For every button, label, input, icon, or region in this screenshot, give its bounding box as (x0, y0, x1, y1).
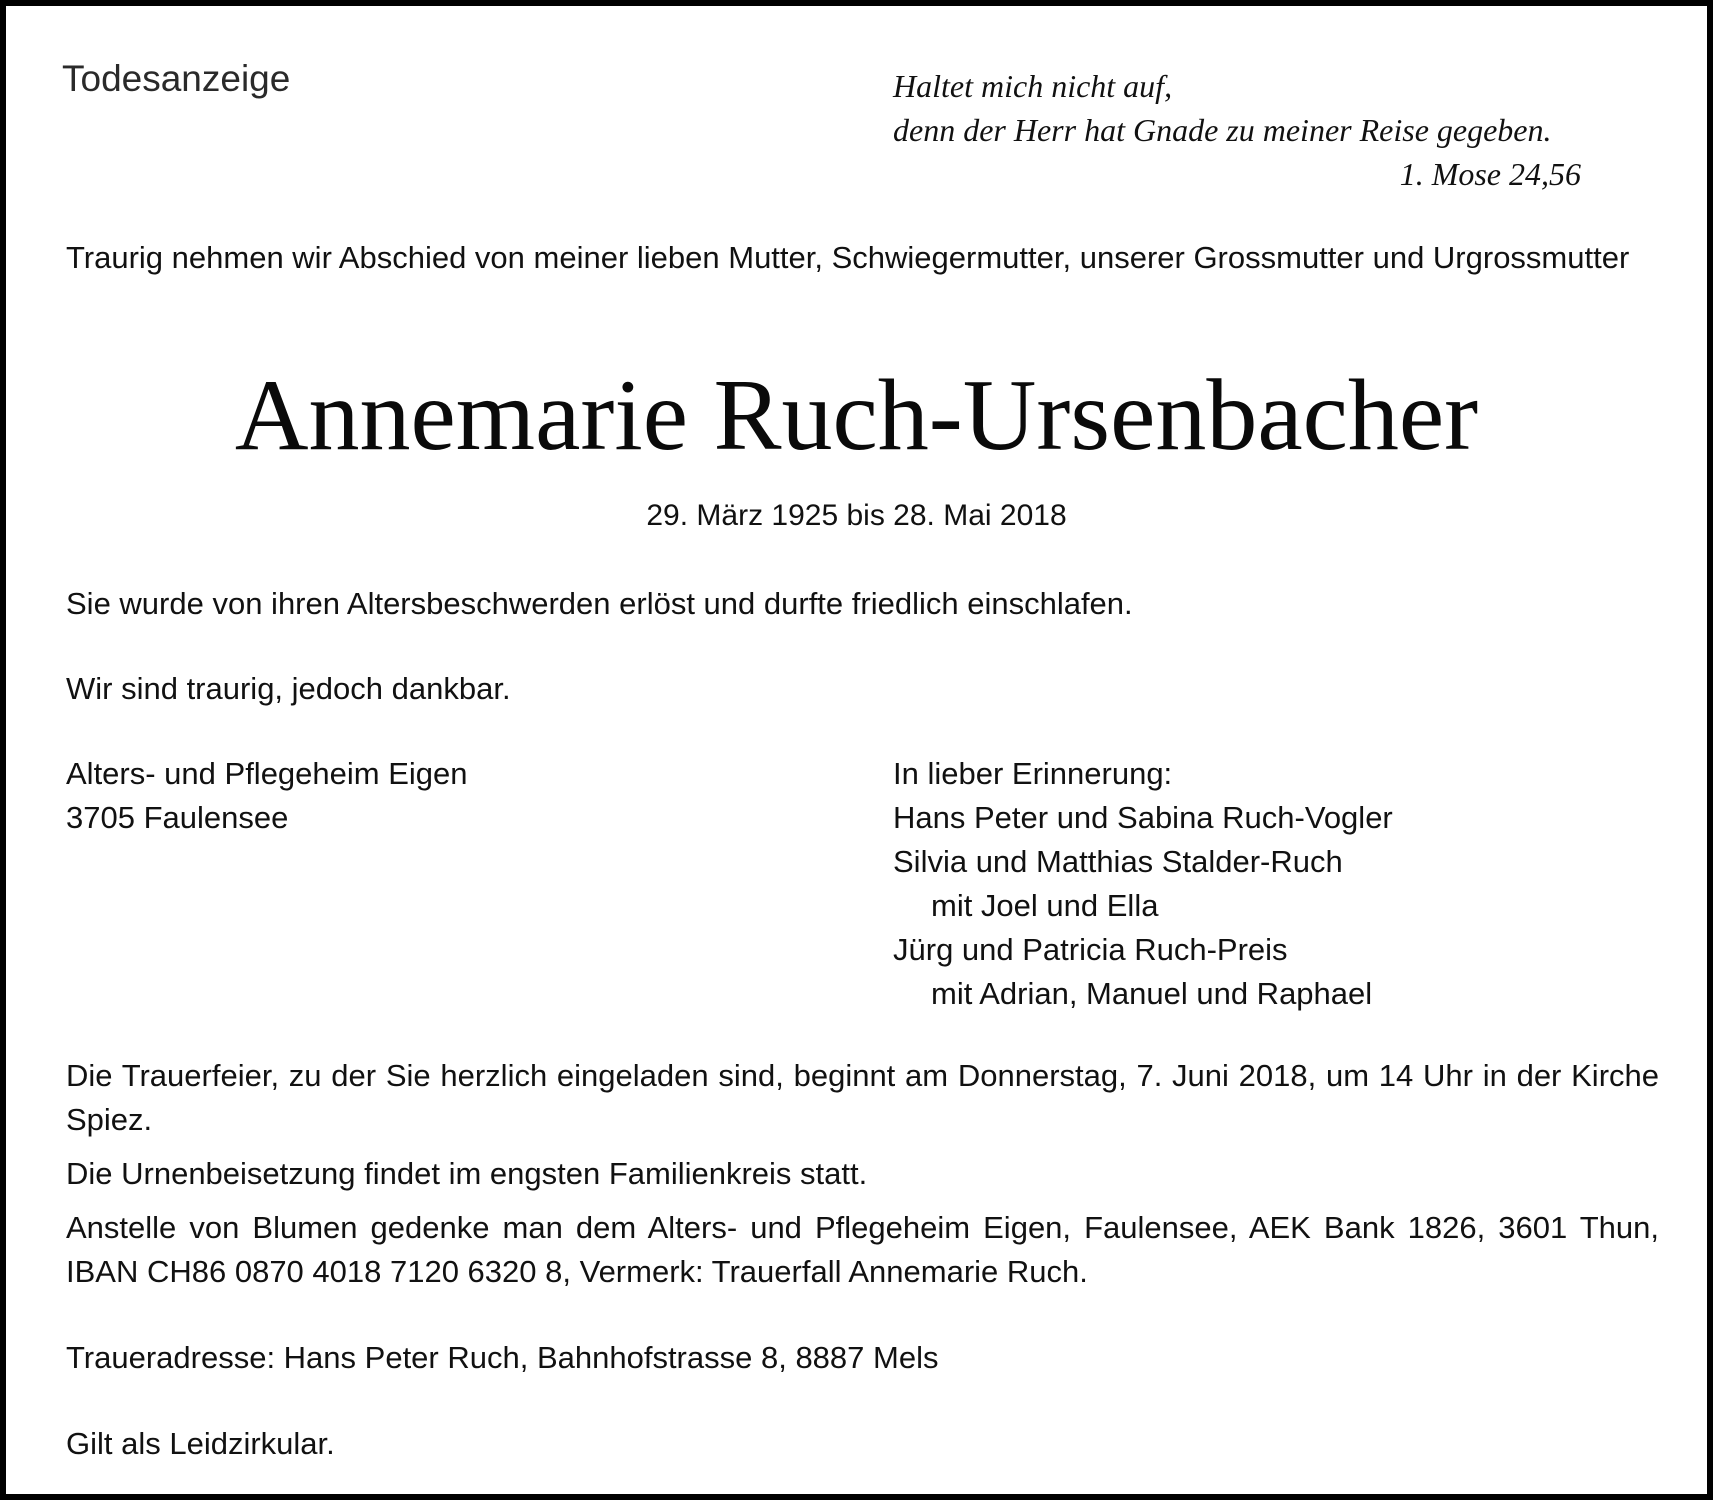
deceased-name: Annemarie Ruch-Ursenbacher (234, 359, 1479, 472)
burial-text: Die Urnenbeisetzung findet im engsten Familienkreis statt. (66, 1156, 868, 1191)
statement-grateful: Wir sind traurig, jedoch dankbar. (66, 671, 511, 706)
verse-line: denn der Herr hat Gnade zu meiner Reise gegeben. (893, 112, 1552, 148)
bible-verse (893, 64, 1581, 196)
remembrance-entry: Silvia und Matthias Stalder-Ruch (893, 844, 1343, 879)
mourning-address: Traueradresse: Hans Peter Ruch, Bahnhofstrasse 8, 8887 Mels (66, 1340, 939, 1375)
circular-note: Gilt als Leidzirkular. (66, 1426, 335, 1461)
intro-text: Traurig nehmen wir Abschied von meiner lieben Mutter, Schwiegermutter, unserer Grossmutter und Urgrossmutter (66, 240, 1630, 275)
location-block (66, 752, 468, 840)
life-dates: 29. März 1925 bis 28. Mai 2018 (646, 499, 1067, 532)
location-line: Alters- und Pflegeheim Eigen (66, 756, 468, 791)
remembrance-entry: Hans Peter und Sabina Ruch-Vogler (893, 800, 1393, 835)
remembrance-entry: Jürg und Patricia Ruch-Preis (893, 932, 1288, 967)
funeral-service-text: Die Trauerfeier, zu der Sie herzlich eingeladen sind, beginnt am Donnerstag, 7. Juni 2018, um 14 Uhr in der Kirche Spiez. (66, 1058, 1659, 1137)
location-line: 3705 Faulensee (66, 800, 289, 835)
statement-peaceful: Sie wurde von ihren Altersbeschwerden erlöst und durfte friedlich einschlafen. (66, 586, 1133, 621)
remembrance-entry: mit Joel und Ella (931, 888, 1159, 923)
donation-text: Anstelle von Blumen gedenke man dem Alters- und Pflegeheim Eigen, Faulensee, AEK Bank 1826, 3601 Thun, IBAN CH86 0870 4018 7120 6320 8, Vermerk: Trauerfall Annemarie Ruch. (66, 1210, 1659, 1289)
remembrance-heading: In lieber Erinnerung: (893, 756, 1173, 791)
remembrance-block (893, 752, 1393, 1016)
verse-line: Haltet mich nicht auf, (893, 68, 1173, 104)
verse-reference: 1. Mose 24,56 (1399, 156, 1581, 192)
notice-label: Todesanzeige (62, 58, 291, 99)
remembrance-entry: mit Adrian, Manuel und Raphael (931, 976, 1373, 1011)
